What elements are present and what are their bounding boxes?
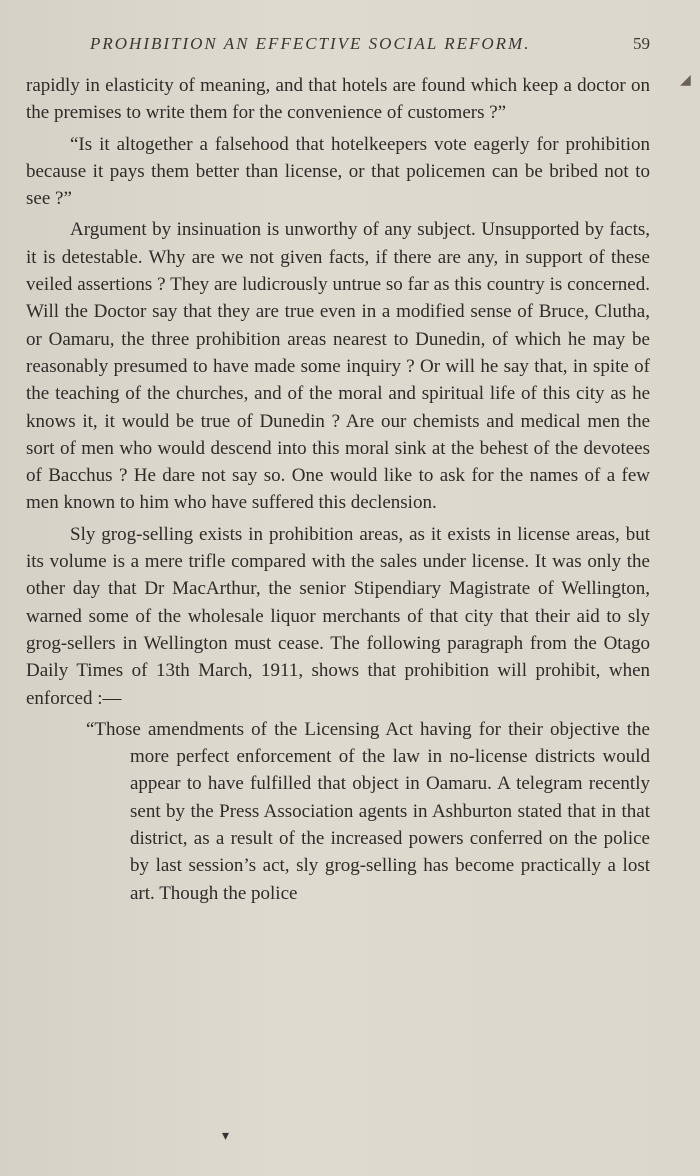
page-body — [26, 72, 650, 907]
running-title: PROHIBITION AN EFFECTIVE SOCIAL REFORM. — [90, 34, 531, 53]
page-number: 59 — [633, 34, 650, 53]
paragraph-quote-question: “Is it altogether a falsehood that hotelkeepers vote eagerly for prohibition because it pays them better than license, or that policemen can be bribed not to see ?” — [26, 133, 650, 210]
paragraph-sly-grog: Sly grog-selling exists in prohibition areas, as it exists in license areas, but its volume is a mere trifle compared with the sales under license. It was only the other day that Dr MacArthur, the senior Stipendiary Magistrate of Wellington, warned some of the wholesale liquor merchants of that city that their aid to sly grog-sellers in Wellington must cease. The following paragraph from the Otago Daily Times of 13th March, 1911, shows that prohibition will prohibit, when enforced :— — [26, 523, 650, 709]
paragraph-argument: Argument by insinuation is unworthy of any subject. Unsupported by facts, it is detestable. Why are we not given facts, if there are any, in support of these veiled assertions ? They are ludicrously untrue so far as this country is concerned. Will the Doctor say that they are true even in a modified sense of Bruce, Clutha, or Oamaru, the three prohibition areas nearest to Dunedin, of which he may be reasonably presumed to have made some inquiry ? Or will he say that, in spite of the teaching of the churches, and of the moral and spiritual life of this city as he knows it, it would be true of Dunedin ? Are our chemists and medical men the sort of men who would descend into this moral sink at the behest of the devotees of Bacchus ? He dare not say so. One would like to ask for the names of a few men known to him who have suffered this declension. — [26, 219, 650, 514]
ink-mark-icon: ▾ — [222, 1129, 230, 1144]
paragraph-continuation: rapidly in elasticity of meaning, and that hotels are found which keep a doctor on the premises to write them for the convenience of customers ?” — [26, 75, 650, 124]
block-quote: “Those amendments of the Licensing Act having for their objective the more perfect enforcement of the law in no-license districts would appear to have fulfilled that object in Oamaru. A telegram recently sent by the Press Association agents in Ashburton stated that in that district, as a result of the increased powers conferred on the police by last session’s act, sly grog-selling has become practically a lost art. Though the police — [86, 718, 650, 904]
page-corner-mark-icon: ◢ — [680, 73, 691, 88]
